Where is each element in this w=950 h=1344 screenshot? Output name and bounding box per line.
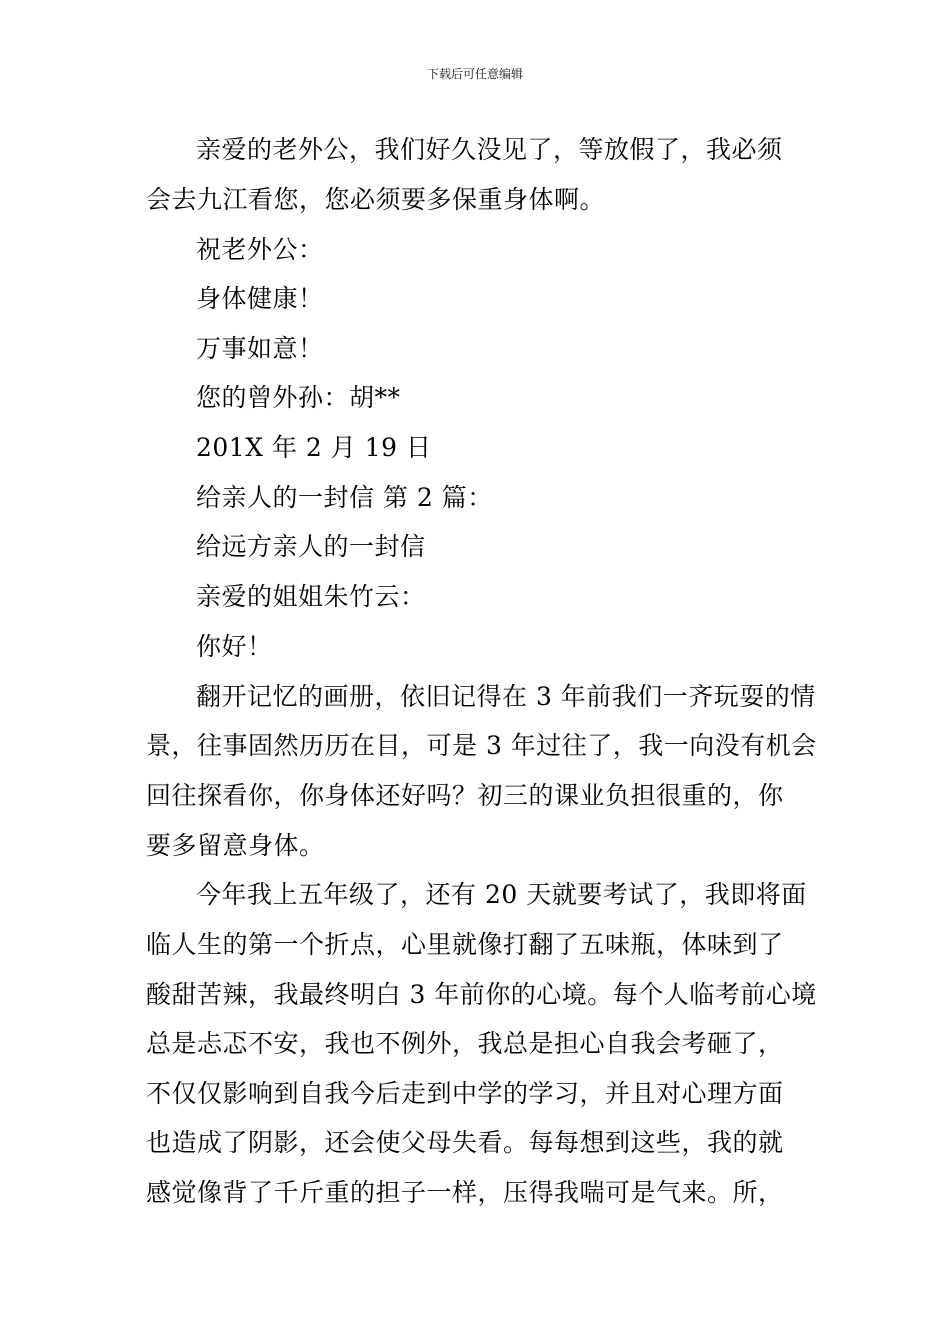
text-line: 身体健康！ [196,284,324,313]
date-line: 201X 年 2 月 19 日 [196,433,432,462]
text-line: 总是忐忑不安，我也不例外，我总是担心自我会考砸了， [146,1029,784,1058]
text-line: 万事如意！ [196,334,324,363]
text-line: 不仅仅影响到自我今后走到中学的学习，并且对心理方面 [146,1079,784,1108]
text-line: 感觉像背了千斤重的担子一样，压得我喘可是气来。所， [146,1178,784,1207]
text-line: 临人生的第一个折点，心里就像打翻了五味瓶，体味到了 [146,930,784,959]
text-line: 要多留意身体。 [146,831,325,860]
text-line: 翻开记忆的画册，依旧记得在 3 年前我们一齐玩耍的情 [196,682,816,711]
section-title: 给亲人的一封信 第 2 篇： [196,483,493,512]
text-line: 您的曾外孙：胡** [196,383,401,412]
text-line: 今年我上五年级了，还有 20 天就要考试了，我即将面 [196,880,807,909]
letter-title: 给远方亲人的一封信 [196,532,426,561]
text-line: 祝老外公： [196,235,324,264]
text-line: 会去九江看您，您必须要多保重身体啊。 [146,185,606,214]
text-line: 亲爱的老外公，我们好久没见了，等放假了，我必须 [196,135,783,164]
salutation: 亲爱的姐姐朱竹云： [196,582,426,611]
text-line: 也造成了阴影，还会使父母失看。每每想到这些，我的就 [146,1128,784,1157]
text-line: 回往探看你，你身体还好吗？初三的课业负担很重的，你 [146,781,784,810]
text-line: 酸甜苦辣，我最终明白 3 年前你的心境。每个人临考前心境 [146,980,817,1009]
text-line: 景，往事固然历历在目，可是 3 年过往了，我一向没有机会 [146,731,817,760]
greeting: 你好！ [196,632,273,661]
page-header: 下载后可任意编辑 [426,67,523,81]
